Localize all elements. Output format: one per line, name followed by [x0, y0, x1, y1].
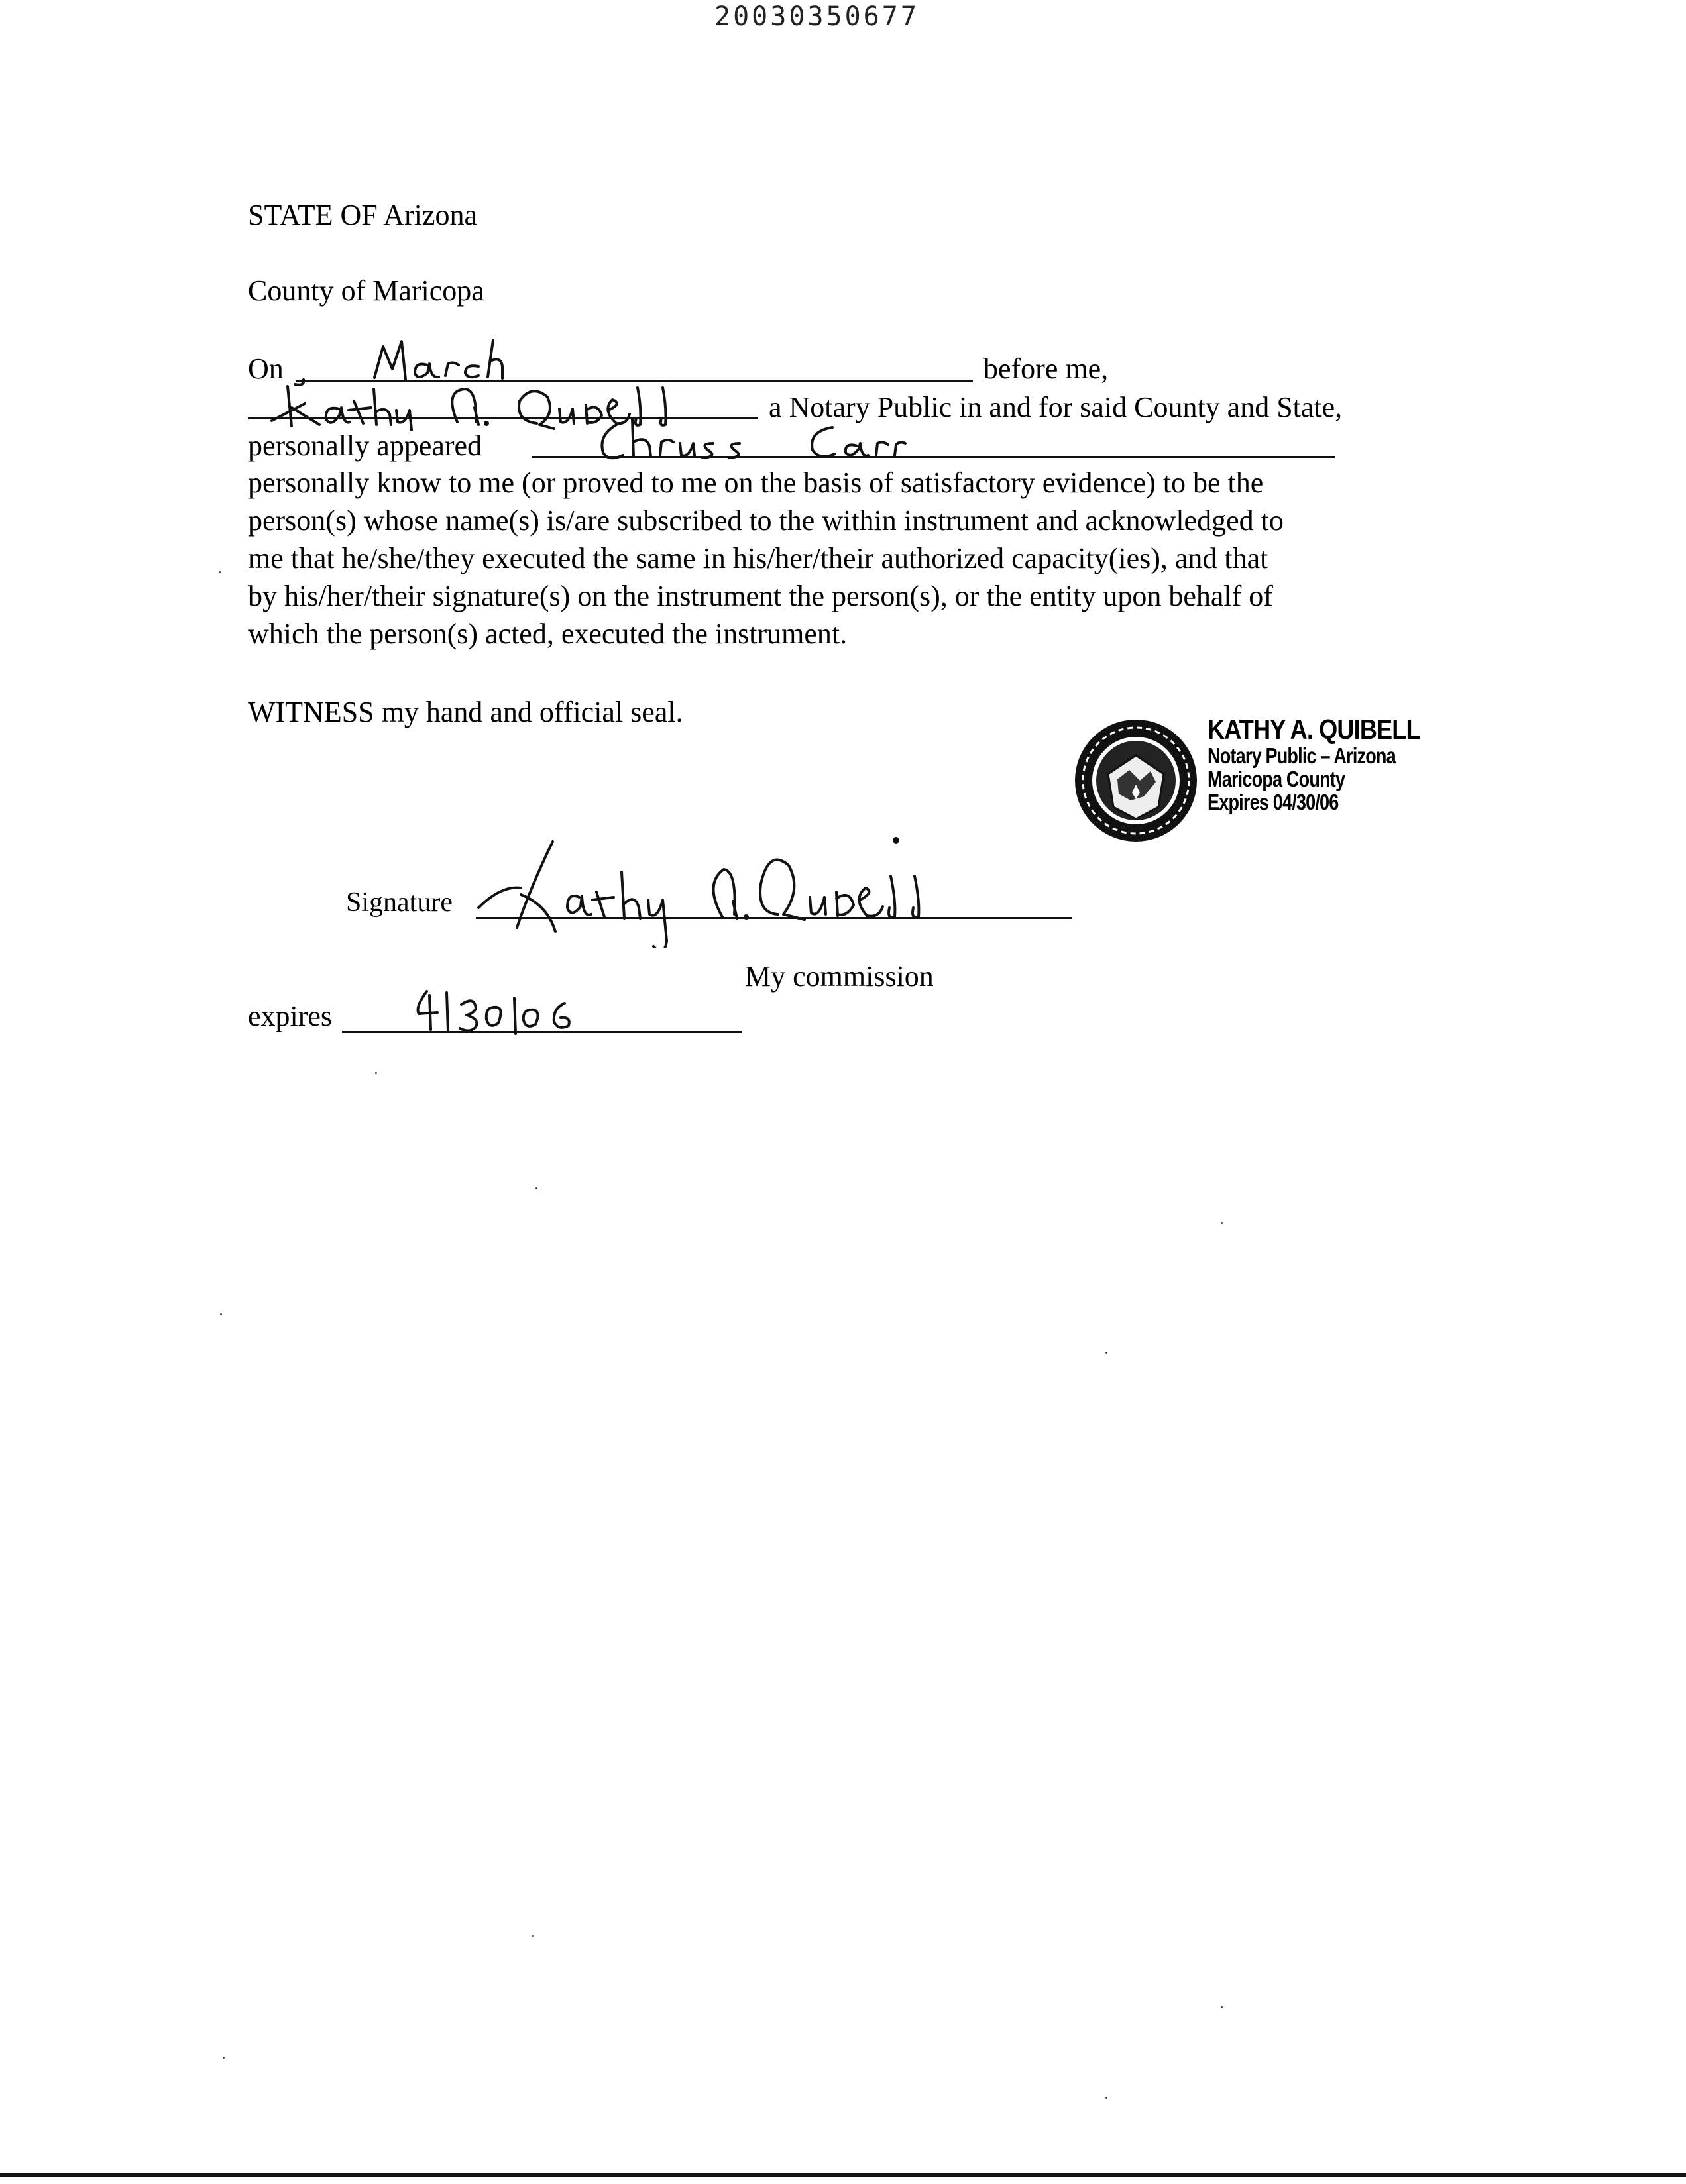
- scan-speck: [219, 571, 221, 573]
- scan-speck: [1105, 2097, 1107, 2099]
- paragraph-line: person(s) whose name(s) is/are subscribed to the within instrument and acknowledged to: [248, 504, 1284, 537]
- expires-label: expires: [248, 1000, 333, 1032]
- witness-line: WITNESS my hand and official seal.: [248, 696, 683, 728]
- seal-notary-name: KATHY A. QUIBELL: [1208, 714, 1420, 745]
- before-me-text: before me,: [984, 353, 1109, 385]
- paragraph-line: which the person(s) acted, executed the instrument.: [248, 618, 848, 650]
- seal-expiration: Expires 04/30/06: [1208, 790, 1339, 814]
- paragraph-line: by his/her/their signature(s) on the instrument the person(s), or the entity upon behalf of: [248, 580, 1273, 612]
- scan-speck: [532, 1935, 534, 1937]
- seal-title: Notary Public – Arizona: [1208, 743, 1396, 768]
- page-bottom-rule: [0, 2173, 1686, 2177]
- appeared-label: personally appeared: [248, 429, 482, 462]
- on-label: On: [248, 353, 284, 385]
- paragraph-line: personally know to me (or proved to me on the basis of satisfactory evidence) to be the: [248, 466, 1264, 499]
- notary-seal-emblem: [1071, 716, 1201, 846]
- seal-county: Maricopa County: [1208, 767, 1345, 791]
- handwritten-expiration-date: [411, 987, 610, 1040]
- handwritten-person-name: [596, 414, 941, 464]
- state-line: STATE OF Arizona: [248, 199, 478, 231]
- notary-public-text: a Notary Public in and for said County and State,: [769, 391, 1343, 423]
- document-number: 20030350677: [714, 1, 919, 32]
- scan-speck: [535, 1187, 537, 1189]
- scan-speck: [1105, 1352, 1107, 1354]
- scan-speck: [223, 2057, 225, 2059]
- county-line: County of Maricopa: [248, 274, 484, 307]
- commission-label: My commission: [745, 960, 934, 993]
- scan-speck: [1221, 1222, 1223, 1224]
- handwritten-signature: [475, 828, 991, 948]
- signature-label: Signature: [346, 887, 453, 918]
- scan-speck: [375, 1072, 377, 1074]
- ack-paragraph: [248, 464, 1284, 653]
- paragraph-line: me that he/she/they executed the same in his/her/their authorized capacity(ies), and that: [248, 542, 1268, 574]
- scan-speck: [1221, 2006, 1223, 2008]
- scan-speck: [220, 1313, 222, 1315]
- notary-seal-text: [1208, 716, 1455, 813]
- handwritten-date-march: [292, 335, 504, 388]
